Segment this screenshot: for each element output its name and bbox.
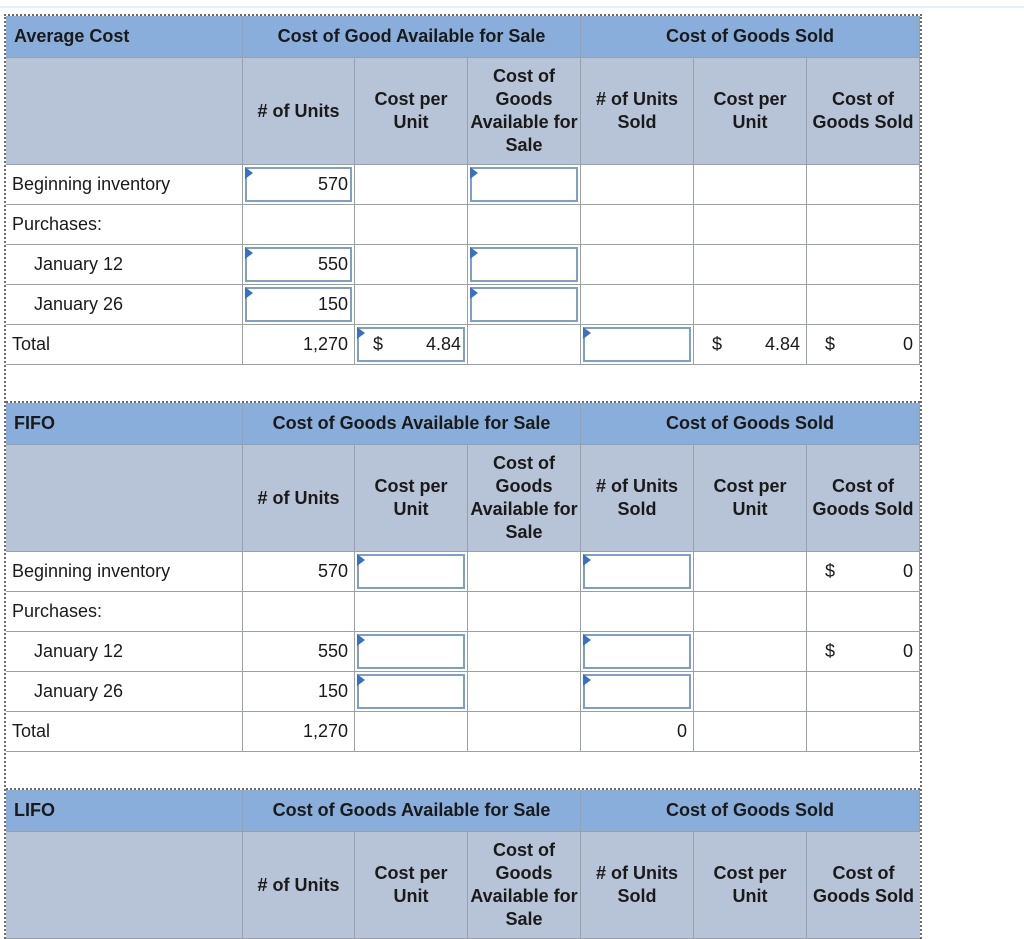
avg-pur-cell <box>468 205 581 245</box>
avg-total-cogs: $ 0 <box>807 325 920 365</box>
row-label-jan12: January 12 <box>6 245 243 285</box>
col-units-header: # of Units <box>243 445 355 552</box>
avg-total-units: 1,270 <box>243 325 355 365</box>
avg-jan26-units-input[interactable]: 150 <box>243 285 355 325</box>
fifo-jan26-cpu-input[interactable] <box>355 672 468 712</box>
fifo-total-cpu-cell <box>355 712 468 752</box>
fifo-jan12-cost-cell <box>468 632 581 672</box>
fifo-beg-sold-input[interactable] <box>581 552 694 592</box>
section-gap <box>6 365 920 403</box>
col-units-header: # of Units <box>243 58 355 165</box>
lifo-cgas-title: Cost of Goods Available for Sale <box>243 790 581 832</box>
row-label-jan12: January 12 <box>6 632 243 672</box>
fifo-jan26-cost-cell <box>468 672 581 712</box>
fifo-pur-cell <box>807 592 920 632</box>
avg-jan26-sold-cpu-cell <box>694 285 807 325</box>
row-label-purchases: Purchases: <box>6 205 243 245</box>
fifo-jan26-sold-input[interactable] <box>581 672 694 712</box>
avg-pur-cell <box>243 205 355 245</box>
avg-jan12-cogs-cell <box>807 245 920 285</box>
top-divider <box>0 6 1024 8</box>
lifo-header-blank <box>6 832 243 939</box>
fifo-beg-cogs: $ 0 <box>807 552 920 592</box>
fifo-total-sold-cpu-cell <box>694 712 807 752</box>
fifo-pur-cell <box>468 592 581 632</box>
fifo-total-sold: 0 <box>581 712 694 752</box>
avg-beg-cpu-cell <box>355 165 468 205</box>
fifo-pur-cell <box>355 592 468 632</box>
fifo-beg-sold-cpu-cell <box>694 552 807 592</box>
avg-jan12-units-input[interactable]: 550 <box>243 245 355 285</box>
section-gap <box>6 752 920 790</box>
fifo-jan12-sold-cpu-cell <box>694 632 807 672</box>
col-cost-per-unit-header: Cost per Unit <box>355 58 468 165</box>
col-cost-per-unit-header: Cost per Unit <box>355 832 468 939</box>
avg-beg-units-input[interactable]: 570 <box>243 165 355 205</box>
fifo-total-cogs-cell <box>807 712 920 752</box>
avg-jan26-sold-cell <box>581 285 694 325</box>
col-cost-per-unit-sold-header: Cost per Unit <box>694 832 807 939</box>
fifo-cgas-title: Cost of Goods Available for Sale <box>243 403 581 445</box>
avg-beg-sold-cell <box>581 165 694 205</box>
fifo-header-blank <box>6 445 243 552</box>
fifo-jan26-units: 150 <box>243 672 355 712</box>
avg-pur-cell <box>694 205 807 245</box>
lifo-cogs-title: Cost of Goods Sold <box>581 790 920 832</box>
col-cost-available-header: Cost of Goods Available for Sale <box>468 445 581 552</box>
avg-jan26-cpu-cell <box>355 285 468 325</box>
row-label-beginning: Beginning inventory <box>6 552 243 592</box>
fifo-beg-cpu-input[interactable] <box>355 552 468 592</box>
avg-jan12-sold-cpu-cell <box>694 245 807 285</box>
avg-jan26-cost-input[interactable] <box>468 285 581 325</box>
row-label-beginning: Beginning inventory <box>6 165 243 205</box>
fifo-section-label: FIFO <box>6 403 243 445</box>
avg-pur-cell <box>581 205 694 245</box>
col-units-sold-header: # of Units Sold <box>581 445 694 552</box>
fifo-total-units: 1,270 <box>243 712 355 752</box>
avg-beg-sold-cpu-cell <box>694 165 807 205</box>
lifo-section-label: LIFO <box>6 790 243 832</box>
fifo-pur-cell <box>243 592 355 632</box>
avg-header-blank <box>6 58 243 165</box>
avg-beg-cost-input[interactable] <box>468 165 581 205</box>
fifo-beg-units: 570 <box>243 552 355 592</box>
fifo-beg-cost-cell <box>468 552 581 592</box>
fifo-jan26-sold-cpu-cell <box>694 672 807 712</box>
avg-beg-cogs-cell <box>807 165 920 205</box>
inventory-table <box>4 14 922 939</box>
col-cost-per-unit-sold-header: Cost per Unit <box>694 445 807 552</box>
row-label-jan26: January 26 <box>6 672 243 712</box>
col-units-sold-header: # of Units Sold <box>581 832 694 939</box>
fifo-jan12-cogs: $ 0 <box>807 632 920 672</box>
avg-total-cost-cell <box>468 325 581 365</box>
fifo-pur-cell <box>581 592 694 632</box>
col-cogs-header: Cost of Goods Sold <box>807 58 920 165</box>
avg-pur-cell <box>807 205 920 245</box>
fifo-jan12-cpu-input[interactable] <box>355 632 468 672</box>
fifo-jan12-units: 550 <box>243 632 355 672</box>
row-label-jan26: January 26 <box>6 285 243 325</box>
avg-jan26-cogs-cell <box>807 285 920 325</box>
avg-cgas-title: Cost of Good Available for Sale <box>243 16 581 58</box>
avg-total-sold-input[interactable] <box>581 325 694 365</box>
fifo-cogs-title: Cost of Goods Sold <box>581 403 920 445</box>
col-cost-per-unit-sold-header: Cost per Unit <box>694 58 807 165</box>
row-label-total: Total <box>6 712 243 752</box>
avg-jan12-cost-input[interactable] <box>468 245 581 285</box>
fifo-pur-cell <box>694 592 807 632</box>
col-cost-available-header: Cost of Goods Available for Sale <box>468 832 581 939</box>
col-cogs-header: Cost of Goods Sold <box>807 445 920 552</box>
fifo-total-cost-cell <box>468 712 581 752</box>
fifo-jan12-sold-input[interactable] <box>581 632 694 672</box>
avg-total-sold-cpu: $ 4.84 <box>694 325 807 365</box>
col-units-header: # of Units <box>243 832 355 939</box>
avg-section-label: Average Cost <box>6 16 243 58</box>
col-cost-available-header: Cost of Goods Available for Sale <box>468 58 581 165</box>
avg-jan12-sold-cell <box>581 245 694 285</box>
fifo-jan26-cogs-cell <box>807 672 920 712</box>
avg-total-cpu-input[interactable]: $ 4.84 <box>355 325 468 365</box>
col-cost-per-unit-header: Cost per Unit <box>355 445 468 552</box>
avg-pur-cell <box>355 205 468 245</box>
avg-cogs-title: Cost of Goods Sold <box>581 16 920 58</box>
avg-jan12-cpu-cell <box>355 245 468 285</box>
col-cogs-header: Cost of Goods Sold <box>807 832 920 939</box>
row-label-purchases: Purchases: <box>6 592 243 632</box>
col-units-sold-header: # of Units Sold <box>581 58 694 165</box>
row-label-total: Total <box>6 325 243 365</box>
